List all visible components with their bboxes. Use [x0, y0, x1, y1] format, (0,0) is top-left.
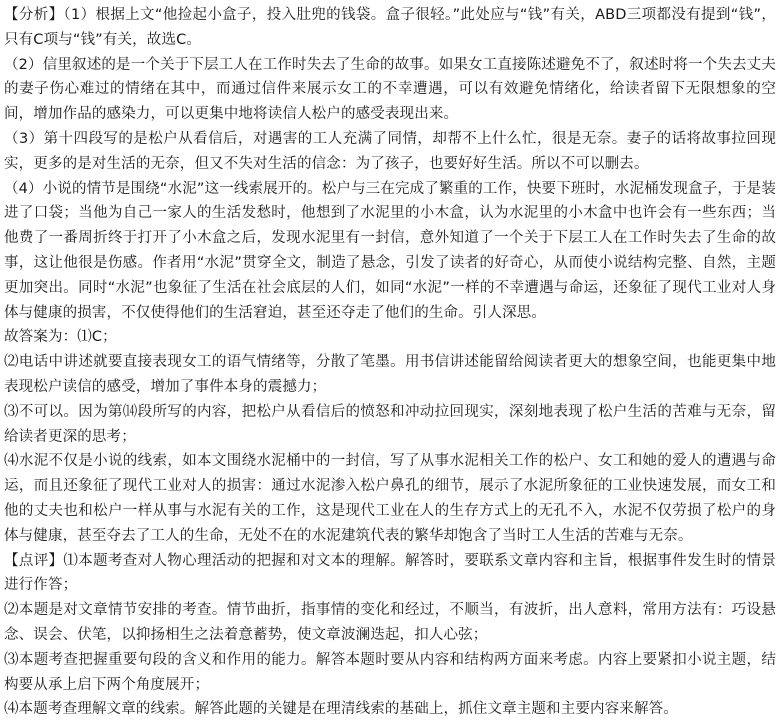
comment-q2: ⑵本题是对文章情节安排的考查。情节曲折，指事情的变化和经过，不顺当，有波折，出人意料，常用方法有：巧设悬念、误会、伏笔，以抑扬相生之法着意蓄势，使文章波澜迭起，扣人心弦；	[4, 602, 776, 643]
answer-q1: 故答案为：⑴C；	[4, 329, 117, 346]
comment-q4: ⑷本题考查理解文章的线索。解答此题的关键是在理清线索的基础上，抓住文章主题和主要内容来解答。	[4, 701, 678, 718]
analysis-q2: （2）信里叙述的是一个关于下层工人在工作时失去了生命的故事。如果女工直接陈述避免不了，叙述时将一个失去丈夫的妻子伤心难过的情绪在其中，而通过信件来展示女工的不幸遭遇，可以有效避免情绪化，给读者留下无限想象的空间，增加作品的感染力，可以更集中地将读信人松户的感受表现出来。	[4, 56, 776, 123]
comment-q3: ⑶本题考查把握重要句段的含义和作用的能力。解答本题时要从内容和结构两方面来考虑。内容上要紧扣小说主题，结构要从承上启下两个角度展开；	[4, 651, 776, 693]
comment-q1: 【点评】⑴本题考查对人物心理活动的把握和对文本的理解。解答时，要联系文章内容和主旨，根据事件发生时的情景进行作答；	[4, 552, 776, 594]
analysis-q1: 【分析】（1）根据上文“他捡起小盒子，投入肚兜的钱袋。盒子很轻。”此处应与“钱”有关，ABD三项都没有提到“钱”，只有C项与“钱”有关，故选C。	[4, 7, 776, 48]
answer-q3: ⑶不可以。因为第⒁段所写的内容，把松户从看信后的愤怒和冲动拉回现实，深刻地表现了松户生活的苦难与无奈，留给读者更深的思考；	[4, 403, 776, 445]
analysis-q3: （3）第十四段写的是松户从看信后，对遇害的工人充满了同情，却帮不上什么忙，很是无奈。妻子的话将故事拉回现实，更多的是对生活的无奈，但又不失对生活的信念：为了孩子，也要好好生活。所以不可以删去。	[4, 130, 776, 172]
answer-q2: ⑵电话中讲述就要直接表现女工的语气情绪等，分散了笔墨。用书信讲述能留给阅读者更大的想象空间，也能更集中地表现松户读信的感受，增加了事件本身的震撼力；	[4, 354, 776, 395]
analysis-q4: （4）小说的情节是围绕“水泥”这一线索展开的。松户与三在完成了繁重的工作，快要下班时，水泥桶发现盒子，于是装进了口袋；当他为自己一家人的生活发愁时，他想到了水泥里的小木盒，认为水泥里的小木盒中也许会有一些东西；当他费了一番周折终于打开了小木盒之后，发现水泥里有一封信，意外知道了一个关于下层工人在工作时失去了生命的故事，这让他很是伤感。作者用“水泥”贯穿全文，制造了悬念，引发了读者的好奇心，从而使小说结构完整、自然，主题更加突出。同时“水泥”也象征了生活在社会底层的人们，如同“水泥”一样的不幸遭遇与命运，还象征了现代工业对人身体与健康的损害，不仅使得他们的生活窘迫，甚至还夺走了他们的生命。引人深思。	[4, 180, 776, 321]
answer-q4: ⑷水泥不仅是小说的线索，如本文围绕水泥桶中的一封信，写了从事水泥相关工作的松户、女工和她的爱人的遭遇与命运，而且还象征了现代工业对人的损害：通过水泥渗入松户鼻孔的细节，展示了水泥所象征的工业快速发展，而女工和他的丈夫也和松户一样从事与水泥有关的工作，这是现代工业在人的生存方式上的无孔不入，水泥不仅劳损了松户的身体与健康，甚至夺去了工人的生命，无处不在的水泥建筑代表的繁华却饱含了当时工人生活的苦难与无奈。	[4, 453, 776, 544]
